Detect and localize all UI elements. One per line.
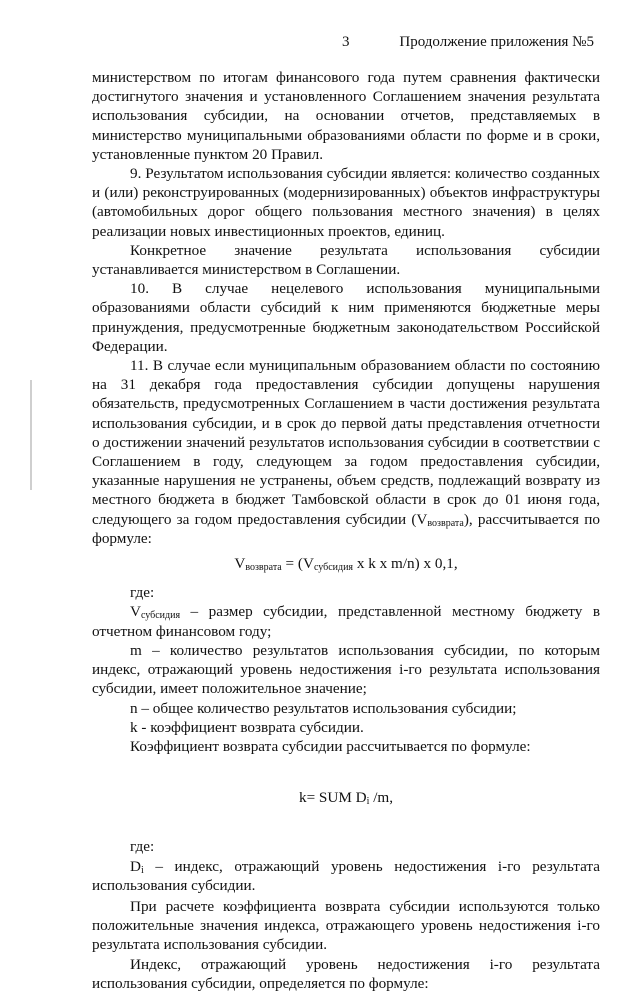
- formula2-end: /m,: [369, 789, 394, 807]
- calculation-note: При расчете коэффициента возврата субсидии используются только положительные значения индекса, отражающего уровень недостижения i-го результата использования субсидии.: [92, 897, 600, 954]
- paragraph-11-text: 11. В случае если муниципальным образованием области по состоянию на 31 декабря года предоставления субсидии допущены нарушения обязательств, предусмотренных Соглашением в части достижения результата использования субсидии, и в срок до первой даты представления отчетности о достижении значений результатов использования субсидии в соответствии с Соглашением в году, следующем за годом предоставления субсидии, указанные нарушения не устранены, объем средств, подлежащий возврату из местного бюджета в бюджет Тамбовской области в срок до 01 июня года, следующего за годом предоставления субсидии (V: [92, 357, 600, 528]
- paragraph-11-tail: ), рассчитывается по формуле:: [92, 510, 601, 547]
- document-body: [92, 68, 600, 993]
- paragraph-10: 10. В случае нецелевого использования муниципальными образованиями области субсидий к ним применяются бюджетные меры принуждения, предусмотренные бюджетным законодательством Российской Федерации.: [92, 280, 600, 355]
- definition-k: k - коэффициент возврата субсидии.: [130, 718, 364, 736]
- formula1-end: x k x m/n) x 0,1,: [353, 555, 458, 573]
- where-label-2: где:: [130, 838, 155, 856]
- page-number: 3: [342, 34, 350, 50]
- page-header: [0, 34, 640, 56]
- formula2-start: k= SUM D: [298, 789, 367, 807]
- definition-v-subsidiya: [92, 602, 600, 640]
- index-formula-intro: Индекс, отражающий уровень недостижения i-го результата использования субсидии, определяется по формуле:: [92, 955, 600, 992]
- formula1-mid-subscript: субсидия: [313, 562, 354, 574]
- paragraph-9-result-value: Конкретное значение результата использования субсидии устанавливается министерством в Соглашении.: [92, 241, 600, 279]
- def-d-symbol: D: [130, 857, 141, 875]
- formula1-v-subscript: возврата: [245, 562, 282, 574]
- k-formula-intro: Коэффициент возврата субсидии рассчитывается по формуле:: [130, 737, 531, 755]
- formula1-mid: = (V: [281, 555, 314, 573]
- def-v-text: – размер субсидии, представленной местному бюджету в отчетном финансовом году;: [92, 603, 600, 640]
- def-d-text: – индекс, отражающий уровень недостижения i-го результата использования субсидии.: [92, 857, 600, 894]
- paragraph-9: 9. Результатом использования субсидии является: количество созданных и (или) реконструированных (модернизированных) объектов инфраструктуры (автомобильных дорог общего пользования местного значения) в целях реализации новых инвестиционных проектов, единиц.: [92, 165, 600, 240]
- def-d-subscript: i: [140, 864, 144, 876]
- definition-d-i: [92, 857, 600, 895]
- formula2-subscript: i: [366, 796, 370, 808]
- paragraph-continuation: министерством по итогам финансового года путем сравнения фактически достигнутого значения и установленного Соглашением значения результата использования субсидии, на основании отчетов, представляемых в министерство муниципальными образованиями области по форме и в сроки, установленные пунктом 20 Правил.: [92, 69, 600, 163]
- formula1-v: V: [234, 555, 246, 573]
- def-v-symbol: V: [130, 603, 141, 621]
- scan-margin-mark: [30, 380, 32, 490]
- definition-m: m – количество результатов использования субсидии, по которым индекс, отражающий уровень недостижения i-го результата использования субсидии, имеет положительное значение;: [92, 641, 600, 698]
- appendix-continuation-title: Продолжение приложения №5: [399, 34, 594, 50]
- def-v-subscript: субсидия: [140, 610, 181, 622]
- paragraph-11: [92, 356, 600, 548]
- formula-return-volume: [92, 554, 600, 573]
- definition-n: n – общее количество результатов использования субсидии;: [130, 699, 517, 717]
- where-label-1: где:: [130, 584, 155, 602]
- paragraph-11-subscript: возврата: [427, 517, 464, 529]
- formula-return-coefficient: [92, 788, 600, 807]
